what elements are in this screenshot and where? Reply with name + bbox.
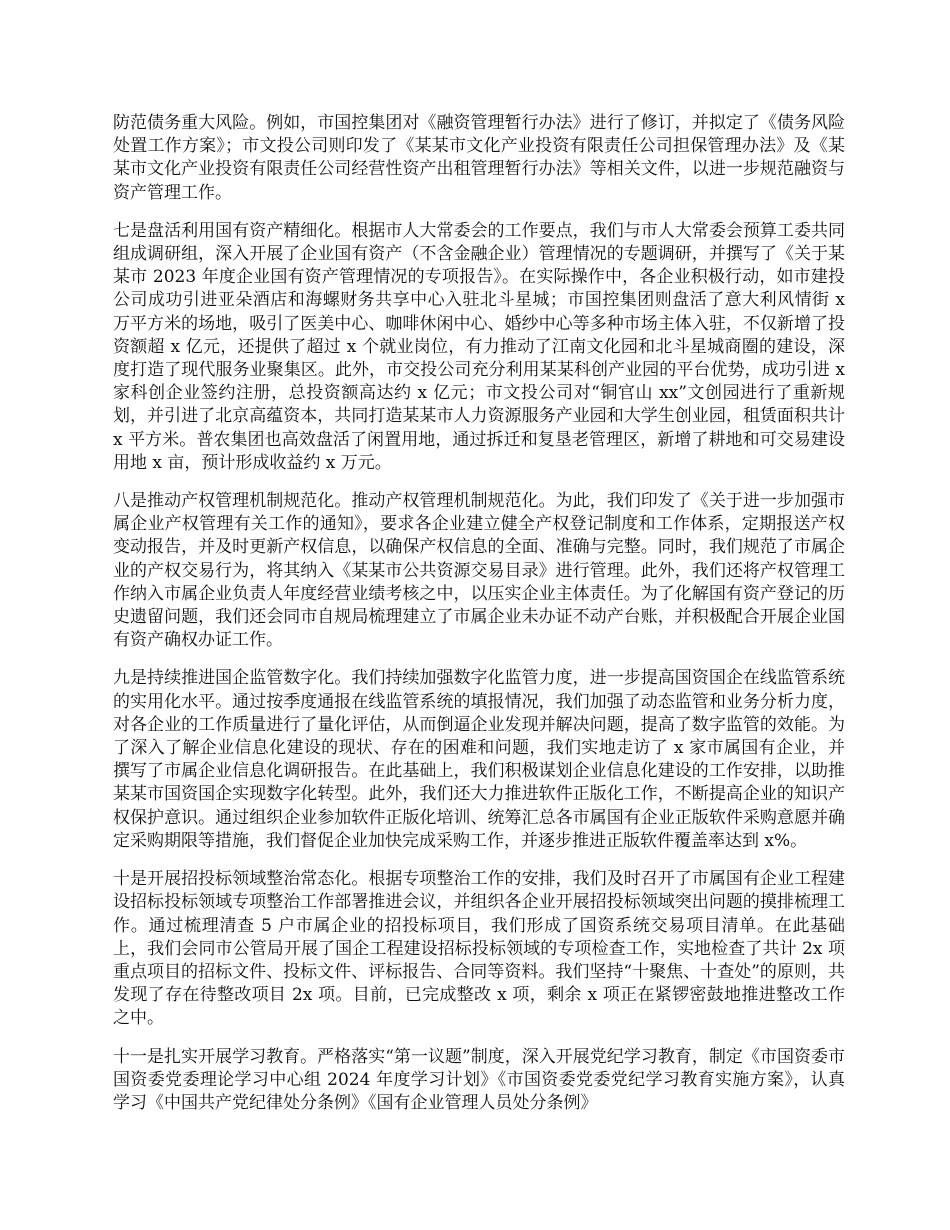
paragraph-debt-risk: 防范债务重大风险。例如，市国控集团对《融资管理暂行办法》进行了修订，并拟定了《债务风险处置工作方案》；市文投公司则印发了《某某市文化产业投资有限责任公司担保管理办法》及《某某市文化产业投资有限责任公司经营性资产出租管理暂行办法》等相关文件，以进一步规范融资与资产管理工作。 xyxy=(113,113,845,203)
paragraph-nine-digital-supervision: 九是持续推进国企监管数字化。我们持续加强数字化监管力度，进一步提高国资国企在线监管系统的实用化水平。通过按季度通报在线监管系统的填报情况，我们加强了动态监管和业务分析力度，对各企业的工作质量进行了量化评估，从而倒逼企业发现并解决问题，提高了数字监管的效能。为了深入了解企业信息化建设的现状、存在的困难和问题，我们实地走访了 x 家市属国有企业，并撰写了市属企业信息化调研报告。在此基础上，我们积极谋划企业信息化建设的工作安排，以助推某某市国资国企实现数字化转型。此外，我们还大力推进软件正版化工作，不断提高企业的知识产权保护意识。通过组织企业参加软件正版化培训、统筹汇总各市属国有企业正版软件采购意愿并确定采购期限等措施，我们督促企业加快完成采购工作，并逐步推进正版软件覆盖率达到 x%。 xyxy=(113,668,845,851)
paragraph-eight-property-rights: 八是推动产权管理机制规范化。推动产权管理机制规范化。为此，我们印发了《关于进一步加强市属企业产权管理有关工作的通知》，要求各企业建立健全产权登记制度和工作体系，定期报送产权变动报告，并及时更新产权信息，以确保产权信息的全面、准确与完整。同时，我们规范了市属企业的产权交易行为，将其纳入《某某市公共资源交易目录》进行管理。此外，我们还将产权管理工作纳入市属企业负责人年度经营业绩考核之中，以压实企业主体责任。为了化解国有资产登记的历史遗留问题，我们还会同市自规局梳理建立了市属企业未办证不动产台账，并积极配合开展企业国有资产确权办证工作。 xyxy=(113,491,845,651)
paragraph-eleven-study-education: 十一是扎实开展学习教育。严格落实“第一议题”制度，深入开展党纪学习教育，制定《市国资委市国资委党委理论学习中心组 2024 年度学习计划》《市国资委党委党纪学习教育实施方案》，认真学习《中国共产党纪律处分条例》《国有企业管理人员处分条例》 xyxy=(113,1046,845,1113)
document-body xyxy=(113,112,845,1130)
paragraph-seven-state-assets: 七是盘活利用国有资产精细化。根据市人大常委会的工作要点，我们与市人大常委会预算工委共同组成调研组，深入开展了企业国有资产（不含金融企业）管理情况的专题调研，并撰写了《关于某某市 2023 年度企业国有资产管理情况的专项报告》。在实际操作中，各企业积极行动，如市建投公司成功引进亚朵酒店和海螺财务共享中心入驻北斗星城；市国控集团则盘活了意大利风情街 x 万平方米的场地，吸引了医美中心、咖啡休闲中心、婚纱中心等多种市场主体入驻，不仅新增了投资额超 x 亿元，还提供了超过 x 个就业岗位，有力推动了江南文化园和北斗星城商圈的建设，深度打造了现代服务业聚集区。此外，市交投公司充分利用某某科创产业园的平台优势，成功引进 x 家科创企业签约注册，总投资额高达约 x 亿元；市文投公司对“铜官山 xx”文创园进行了重新规划，并引进了北京高蕴资本，共同打造某某市人力资源服务产业园和大学生创业园，租赁面积共计 x 平方米。普农集团也高效盘活了闲置用地，通过拆迁和复垦老管理区，新增了耕地和可交易建设用地 x 亩，预计形成收益约 x 万元。 xyxy=(113,220,845,473)
paragraph-ten-bidding: 十是开展招投标领域整治常态化。根据专项整治工作的安排，我们及时召开了市属国有企业工程建设招标投标领域专项整治工作部署推进会议，并组织各企业开展招投标领域突出问题的摸排梳理工作。通过梳理清查 5 户市属企业的招投标项目，我们形成了国资系统交易项目清单。在此基础上，我们会同市公管局开展了国企工程建设招标投标领域的专项检查工作，实地检查了共计 2x 项重点项目的招标文件、投标文件、评标报告、合同等资料。我们坚持“十聚焦、十查处”的原则，共发现了存在待整改项目 2x 项。目前，已完成整改 x 项，剩余 x 项正在紧锣密鼓地推进整改工作之中。 xyxy=(113,869,845,1029)
